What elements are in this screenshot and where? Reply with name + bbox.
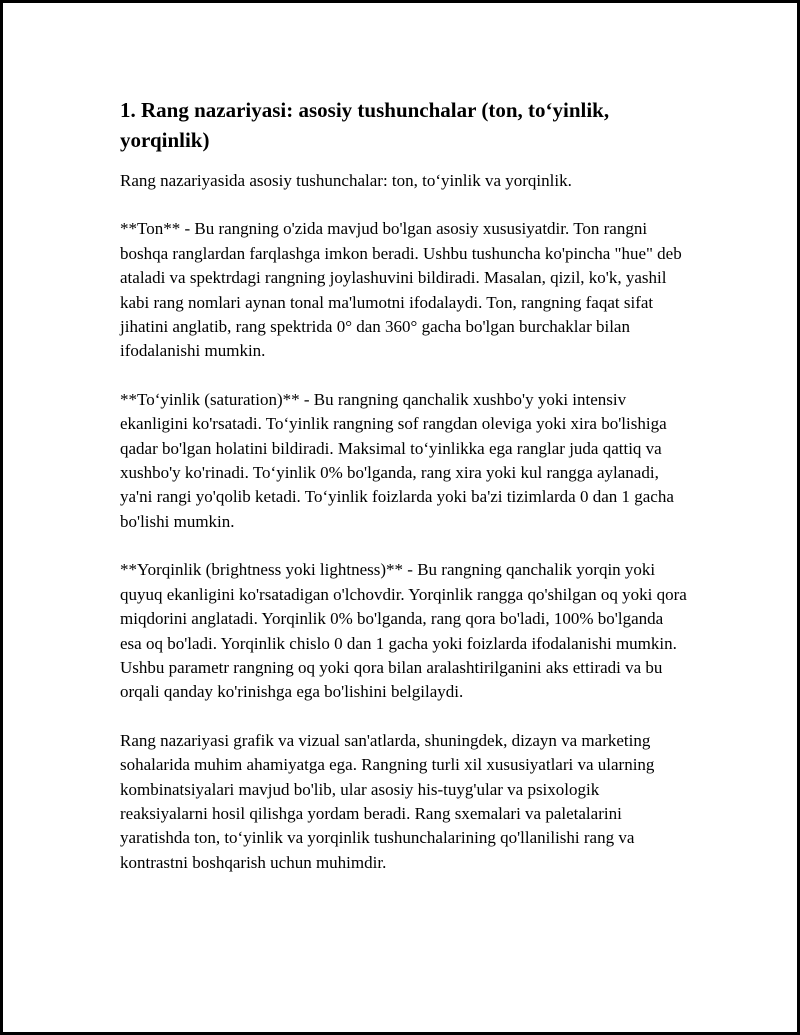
paragraph-toyinlik: **To‘yinlik (saturation)** - Bu rangning qanchalik xushbo'y yoki intensiv ekanligini ko'rsatadi. To‘yinlik rangning sof rangdan oleviga yoki xira bo'lishiga qadar bo'lgan holatini bildiradi. Maksimal to‘yinlikka ega ranglar juda qattiq va xushbo'y ko'rinadi. To‘yinlik 0% bo'lganda, rang xira yoki kul rangga aylanadi, ya'ni rangi yo'qolib ketadi. To‘yinlik foizlarda yoki ba'zi tizimlarda 0 dan 1 gacha bo'lishi mumkin. — [120, 389, 674, 531]
paragraph-conclusion: Rang nazariyasi grafik va vizual san'atlarda, shuningdek, dizayn va marketing sohalarida muhim ahamiyatga ega. Rangning turli xil xususiyatlari va ularning kombinatsiyalari mavjud bo'lib, ular asosiy his-tuyg'ular va psixologik reaksiyalarni hosil qilishga yordam beradi. Rang sxemalari va paletalarini yaratishda ton, to‘yinlik va yorqinlik tushunchalarining qo'llanilishi rang va kontrastni boshqarish uchun muhimdir. — [120, 730, 655, 872]
paragraph-intro: Rang nazariyasida asosiy tushunchalar: ton, to‘yinlik va yorqinlik. — [120, 171, 572, 190]
document-title: 1. Rang nazariyasi: asosiy tushunchalar (ton, to‘yinlik, yorqinlik) — [120, 98, 610, 152]
document-body — [120, 95, 688, 875]
paragraph-yorqinlik: **Yorqinlik (brightness yoki lightness)** - Bu rangning qanchalik yorqin yoki quyuq ekanligini ko'rsatadigan o'lchovdir. Yorqinlik rangga qo'shilgan oq yoki qora miqdorini anglatadi. Yorqinlik 0% bo'lganda, rang qora bo'ladi, 100% bo'lganda esa oq bo'ladi. Yorqinlik chislo 0 dan 1 gacha yoki foizlarda ifodalanishi mumkin. Ushbu parametr rangning oq yoki qora bilan aralashtirilganini aks ettiradi va bu orqali qanday ko'rinishga ega bo'lishini belgilaydi. — [120, 560, 687, 702]
paragraph-ton: **Ton** - Bu rangning o'zida mavjud bo'lgan asosiy xususiyatdir. Ton rangni boshqa ranglardan farqlashga imkon beradi. Ushbu tushuncha ko'pincha "hue" deb ataladi va spektrdagi rangning joylashuvini bildiradi. Masalan, qizil, ko'k, yashil kabi rang nomlari aynan tonal ma'lumotni ifodalaydi. Ton, rangning faqat sifat jihatini anglatib, rang spektrida 0° dan 360° gacha bo'lgan burchaklar bilan ifodalanishi mumkin. — [120, 219, 682, 361]
